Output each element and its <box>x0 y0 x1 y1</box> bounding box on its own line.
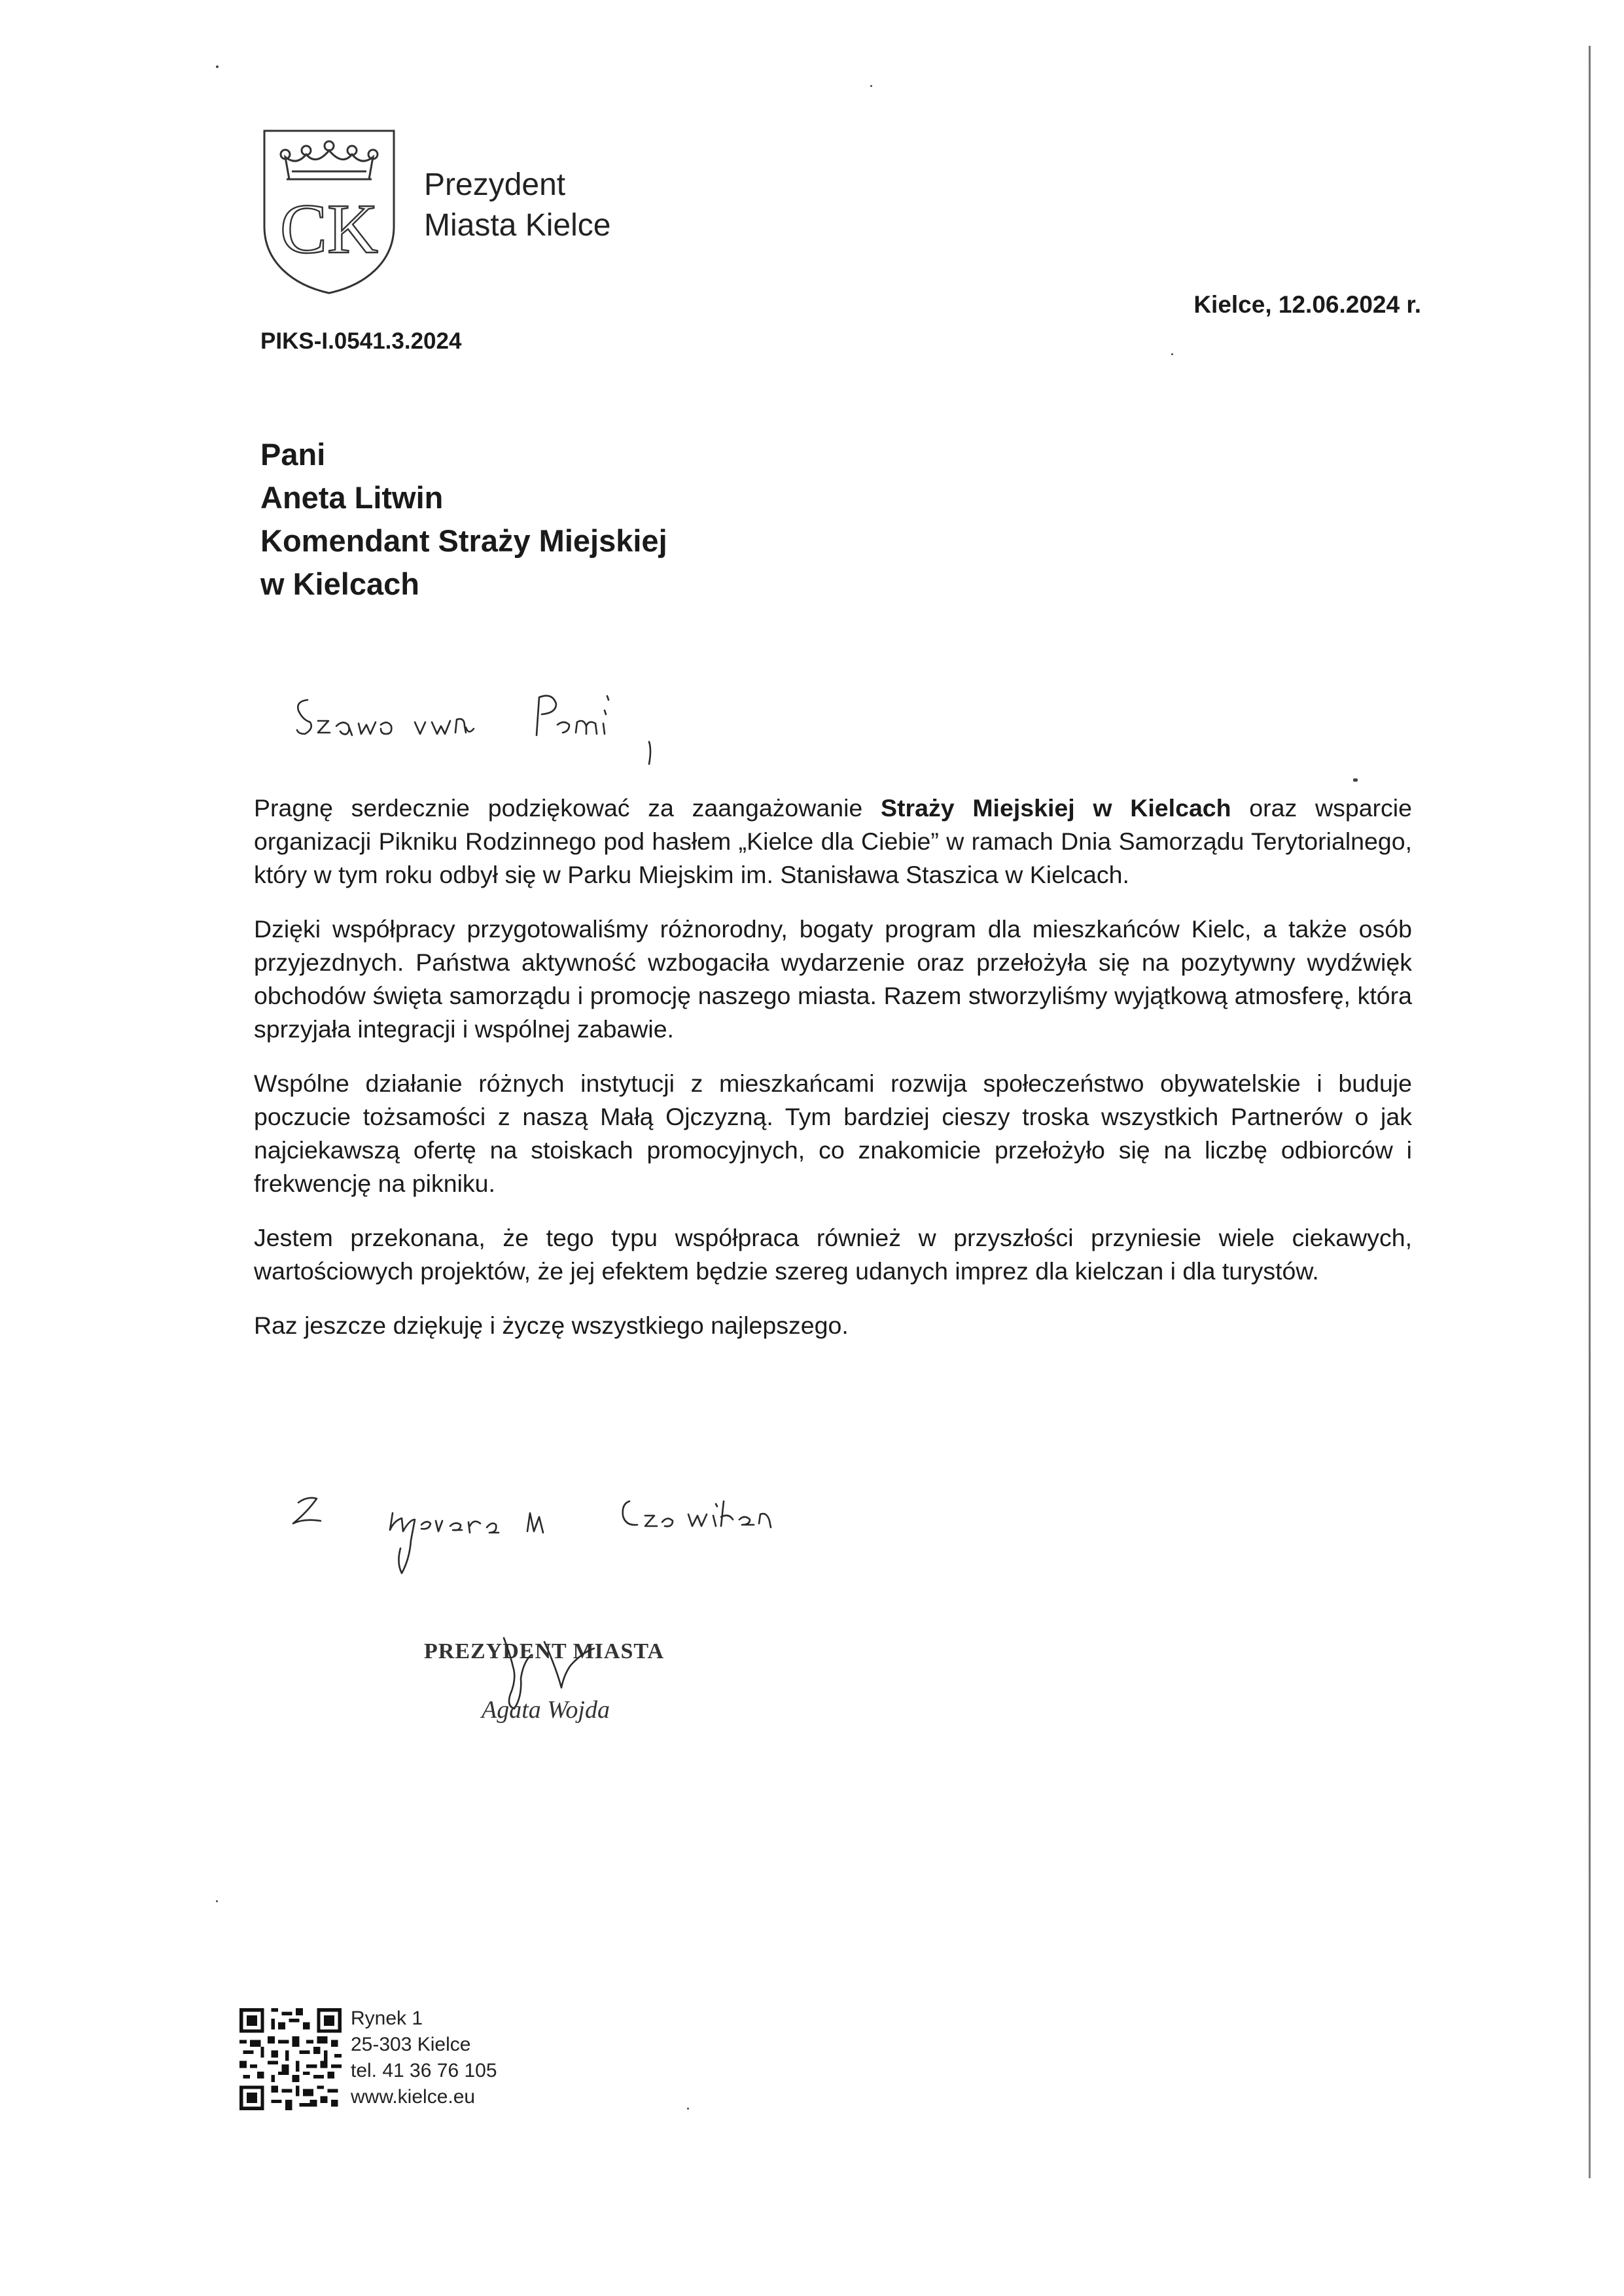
organization-name <box>424 165 610 246</box>
scan-speck <box>1353 778 1358 782</box>
city-crest-crown-icon <box>260 128 398 296</box>
footer-phone: tel. 41 36 76 105 <box>351 2060 497 2081</box>
footer-address <box>351 2006 497 2110</box>
paragraph-2: Dzięki współpracy przygotowaliśmy różnorodny, bogaty program dla mieszkańców Kielc, a także osób przyjezdnych. Państwa aktywność wzbogaciła wydarzenie oraz przełożyła się na pozytywny wydźwięk obchodów święta samorządu i promocję naszego miasta. Razem stworzyliśmy wyjątkową atmosferę, która sprzyjała integracji i wspólnej zabawie. <box>254 915 1412 1043</box>
footer-street: Rynek 1 <box>351 2008 423 2029</box>
org-name-line2: Miasta Kielce <box>424 208 611 243</box>
footer-postal: 25-303 Kielce <box>351 2034 471 2055</box>
signature-title: PREZYDENT MIASTA <box>424 1639 665 1663</box>
paragraph-3: Wspólne działanie różnych instytucji z mieszkańcami rozwija społeczeństwo obywatelskie i buduje poczucie tożsamości z naszą Małą Ojczyzną. Tym bardziej cieszy troska wszystkich Partnerów o jak najciekawszą ofertę na stoiskach promocyjnych, co znakomicie przełożyło się na liczbę odbiorców i frekwencję na pikniku. <box>254 1070 1412 1197</box>
letter-body <box>254 791 1412 1363</box>
addressee-line1: Pani <box>260 437 326 472</box>
handwritten-salutation <box>288 674 707 772</box>
scan-speck <box>687 2108 689 2110</box>
addressee-line4: w Kielcach <box>260 566 419 601</box>
handwritten-closing <box>281 1475 870 1586</box>
addressee-block <box>260 433 667 606</box>
crest-letters: CK <box>279 190 379 268</box>
paragraph-1: Pragnę serdecznie podziękować za zaangażowanie Straży Miejskiej w Kielcach oraz wsparcie organizacji Pikniku Rodzinnego pod hasłem „Kielce dla Ciebie” w ramach Dnia Samorządu Terytorialnego, który w tym roku odbył się w Parku Miejskim im. Stanisława Staszica w Kielcach. <box>254 794 1412 888</box>
scan-speck <box>1171 353 1173 355</box>
scan-speck <box>870 85 872 87</box>
scan-edge-line <box>1589 46 1591 2178</box>
scan-speck <box>216 65 219 68</box>
addressee-line2: Aneta Litwin <box>260 480 444 515</box>
org-name-line1: Prezydent <box>424 167 566 202</box>
scan-speck <box>216 1900 218 1902</box>
signature-name: Agata Wojda <box>482 1696 610 1724</box>
paragraph-5: Raz jeszcze dziękuję i życzę wszystkiego najlepszego. <box>254 1312 849 1339</box>
reference-number: PIKS-I.0541.3.2024 <box>260 328 462 354</box>
addressee-line3: Komendant Straży Miejskiej <box>260 523 667 558</box>
qr-code-icon <box>239 2008 342 2110</box>
paragraph-4: Jestem przekonana, że tego typu współpraca również w przyszłości przyniesie wiele ciekawych, wartościowych projektów, że jej efektem będzie szereg udanych imprez dla kielczan i dla turystów. <box>254 1224 1412 1285</box>
footer-website: www.kielce.eu <box>351 2086 476 2108</box>
letter-date: Kielce, 12.06.2024 r. <box>1193 291 1421 318</box>
